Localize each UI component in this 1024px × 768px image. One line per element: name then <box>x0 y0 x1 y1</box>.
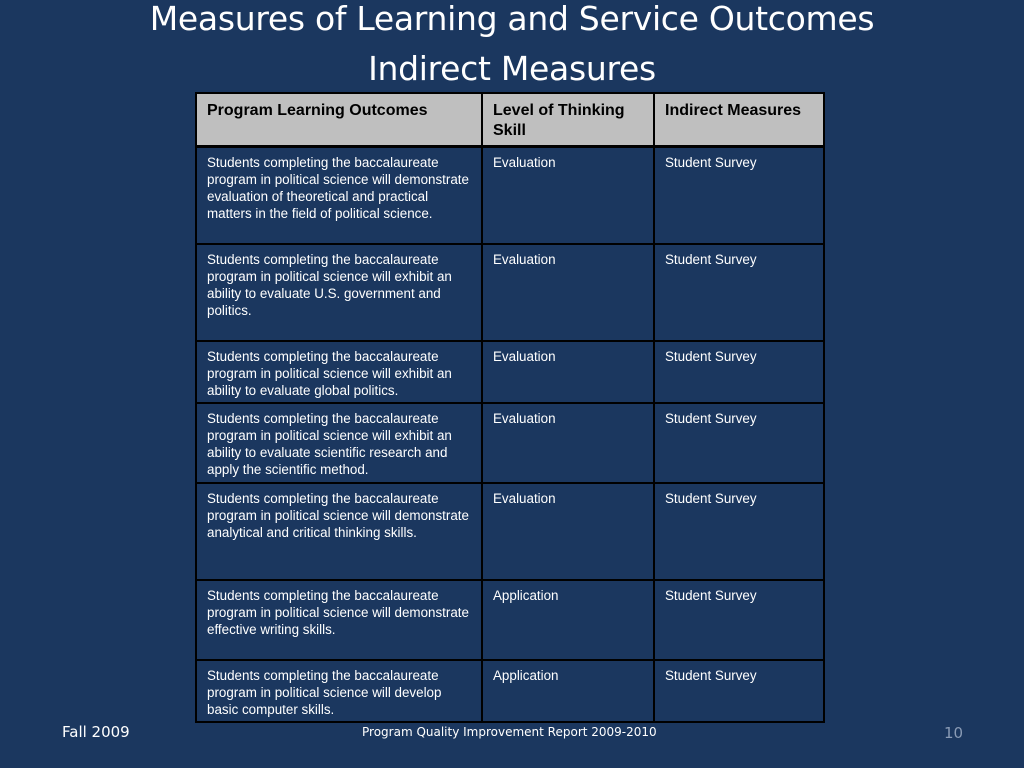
thinking-level-cell: Application <box>482 580 654 660</box>
thinking-level-cell: Evaluation <box>482 341 654 403</box>
thinking-level-cell: Evaluation <box>482 147 654 244</box>
outcome-cell: Students completing the baccalaureate program in political science will demonstrate evaluation of theoretical and practical matters in the field of political science. <box>196 147 482 244</box>
outcomes-table <box>195 92 825 723</box>
measure-cell: Student Survey <box>654 147 824 244</box>
table-row <box>196 403 824 483</box>
header-indirect-measures: Indirect Measures <box>654 93 824 147</box>
footer-report-title: Program Quality Improvement Report 2009-2010 <box>362 725 657 739</box>
thinking-level-cell: Evaluation <box>482 244 654 341</box>
measure-cell: Student Survey <box>654 580 824 660</box>
measure-cell: Student Survey <box>654 341 824 403</box>
slide-title: Measures of Learning and Service Outcomes <box>149 0 875 38</box>
outcome-cell: Students completing the baccalaureate program in political science will exhibit an ability to evaluate U.S. government and politics. <box>196 244 482 341</box>
outcome-cell: Students completing the baccalaureate program in political science will exhibit an ability to evaluate global politics. <box>196 341 482 403</box>
table-row <box>196 660 824 722</box>
measure-cell: Student Survey <box>654 244 824 341</box>
slide-subtitle: Indirect Measures <box>368 49 656 88</box>
table-row <box>196 244 824 341</box>
slide-number: 10 <box>944 724 964 742</box>
measure-cell: Student Survey <box>654 483 824 580</box>
thinking-level-cell: Application <box>482 660 654 722</box>
outcome-cell: Students completing the baccalaureate program in political science will develop basic computer skills. <box>196 660 482 722</box>
table-header-row <box>196 93 824 147</box>
thinking-level-cell: Evaluation <box>482 403 654 483</box>
table-row <box>196 147 824 244</box>
table-row <box>196 341 824 403</box>
table-row <box>196 580 824 660</box>
footer-date: Fall 2009 <box>62 723 130 741</box>
thinking-level-cell: Evaluation <box>482 483 654 580</box>
outcome-cell: Students completing the baccalaureate program in political science will demonstrate effective writing skills. <box>196 580 482 660</box>
outcome-cell: Students completing the baccalaureate program in political science will exhibit an ability to evaluate scientific research and apply the scientific method. <box>196 403 482 483</box>
measure-cell: Student Survey <box>654 403 824 483</box>
table-row <box>196 483 824 580</box>
outcome-cell: Students completing the baccalaureate program in political science will demonstrate analytical and critical thinking skills. <box>196 483 482 580</box>
measure-cell: Student Survey <box>654 660 824 722</box>
header-program-learning-outcomes: Program Learning Outcomes <box>196 93 482 147</box>
header-level-of-thinking-skill: Level of Thinking Skill <box>482 93 654 147</box>
